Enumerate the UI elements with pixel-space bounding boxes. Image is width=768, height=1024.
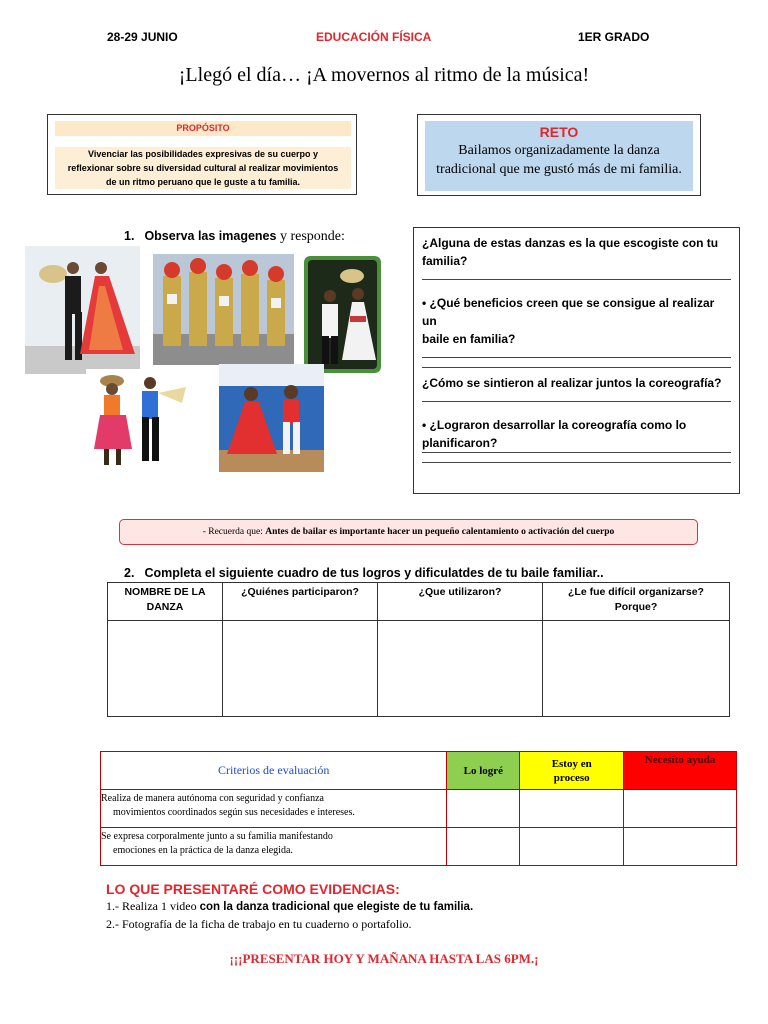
question-1-heading bbox=[124, 229, 345, 245]
reto-text bbox=[425, 141, 693, 179]
check-cell[interactable] bbox=[624, 790, 737, 828]
question-2-heading bbox=[124, 566, 604, 580]
dance-photo-marinera bbox=[25, 246, 140, 374]
answer-cell[interactable] bbox=[108, 621, 223, 717]
col-en-proceso: Estoy en proceso bbox=[520, 752, 624, 790]
answer-line[interactable] bbox=[422, 348, 731, 358]
dance-photo-diablada bbox=[153, 254, 294, 365]
header-grade: 1ER GRADO bbox=[578, 30, 650, 44]
question-b-line-1: • ¿Qué beneficios creen que se consigue al realizar un bbox=[422, 296, 715, 328]
question-b-line-2: baile en familia? bbox=[422, 332, 516, 346]
evidencias-title: LO QUE PRESENTARÉ COMO EVIDENCIAS: bbox=[106, 881, 400, 897]
criterio-text: Se expresa corporalmente junto a su familia manifestando emociones en la práctica de la danza elegida. bbox=[101, 828, 447, 866]
evidencia-item-1: 1.- Realiza 1 video con la danza tradicional que elegiste de tu familia. bbox=[106, 899, 474, 913]
dance-photo-tondero bbox=[219, 364, 324, 472]
proposito-line-2: reflexionar sobre su diversidad cultural al realizar movimientos bbox=[67, 163, 339, 173]
col-dificil: ¿Le fue difícil organizarse? Porque? bbox=[543, 583, 730, 621]
criterios-table bbox=[100, 751, 737, 866]
recuerda-text: Antes de bailar es importante hacer un pequeño calentamiento o activación del cuerpo bbox=[265, 527, 615, 537]
question-1-rest: y responde: bbox=[276, 229, 345, 244]
page-title: ¡Llegó el día… ¡A movernos al ritmo de la música! bbox=[178, 64, 590, 86]
answer-cell[interactable] bbox=[378, 621, 543, 717]
answer-cell[interactable] bbox=[543, 621, 730, 717]
check-cell[interactable] bbox=[624, 828, 737, 866]
logros-table bbox=[107, 582, 730, 717]
answer-line[interactable] bbox=[422, 364, 731, 368]
answer-line[interactable] bbox=[422, 270, 731, 280]
reto-label: RETO bbox=[539, 124, 579, 140]
check-cell[interactable] bbox=[447, 790, 520, 828]
answer-line[interactable] bbox=[422, 453, 731, 463]
criterios-header: Criterios de evaluación bbox=[101, 752, 447, 790]
proposito-line-1: Vivenciar las posibilidades expresivas de su cuerpo y bbox=[88, 149, 318, 159]
reto-box bbox=[417, 114, 701, 196]
proposito-box bbox=[47, 114, 357, 195]
check-cell[interactable] bbox=[447, 828, 520, 866]
col-nombre-danza: NOMBRE DE LA DANZA bbox=[108, 583, 223, 621]
proposito-label: PROPÓSITO bbox=[55, 121, 351, 136]
col-lo-logre: Lo logré bbox=[447, 752, 520, 790]
deadline-notice: ¡¡¡PRESENTAR HOY Y MAÑANA HASTA LAS 6PM.¡ bbox=[229, 951, 539, 966]
question-d-line-1: • ¿Lograron desarrollar la coreografía como lo bbox=[422, 418, 687, 432]
recuerda-banner bbox=[119, 519, 698, 545]
dance-photo-huaylas bbox=[86, 369, 193, 473]
col-quienes: ¿Quiénes participaron? bbox=[223, 583, 378, 621]
criterio-text: Realiza de manera autónoma con seguridad y confianza movimientos coordinados según sus necesidades e intereses. bbox=[101, 790, 447, 828]
header-date: 28-29 JUNIO bbox=[107, 30, 178, 44]
dance-photo-couple-dark bbox=[304, 256, 381, 373]
reto-panel bbox=[425, 121, 693, 191]
evidencia-item-2: 2.- Fotografía de la ficha de trabajo en tu cuaderno o portafolio. bbox=[106, 917, 412, 931]
col-necesito-ayuda: Necesito ayuda bbox=[624, 752, 737, 790]
question-1-strong: Observa las imagenes bbox=[144, 229, 277, 243]
col-que-utilizaron: ¿Que utilizaron? bbox=[378, 583, 543, 621]
reto-line-1: Bailamos organizadamente la danza bbox=[458, 143, 660, 158]
answer-cell[interactable] bbox=[223, 621, 378, 717]
recuerda-prefix: - Recuerda que: bbox=[202, 527, 266, 537]
check-cell[interactable] bbox=[520, 828, 624, 866]
question-a-line-1: ¿Alguna de estas danzas es la que escogiste con tu bbox=[422, 236, 719, 250]
criterios-header-row bbox=[101, 752, 737, 790]
criterio-row bbox=[101, 828, 737, 866]
question-2-text: Completa el siguiente cuadro de tus logros y dificulatdes de tu baile familiar.. bbox=[144, 566, 604, 580]
question-a-line-2: familia? bbox=[422, 254, 468, 268]
header-subject: EDUCACIÓN FÍSICA bbox=[316, 30, 432, 44]
check-cell[interactable] bbox=[520, 790, 624, 828]
question-d-line-2: planificaron? bbox=[422, 434, 731, 453]
proposito-line-3: de un ritmo peruano que le guste a tu familia. bbox=[105, 177, 301, 187]
question-1-number: 1. bbox=[124, 229, 135, 243]
question-2-number: 2. bbox=[124, 566, 135, 580]
criterio-row bbox=[101, 790, 737, 828]
questions-box bbox=[413, 227, 740, 494]
logros-header-row bbox=[108, 583, 730, 621]
proposito-text bbox=[55, 147, 351, 189]
answer-line[interactable] bbox=[422, 392, 731, 402]
question-c: ¿Cómo se sintieron al realizar juntos la coreografía? bbox=[422, 376, 722, 390]
logros-answer-row[interactable] bbox=[108, 621, 730, 717]
reto-line-2: tradicional que me gustó más de mi familia. bbox=[436, 162, 682, 177]
